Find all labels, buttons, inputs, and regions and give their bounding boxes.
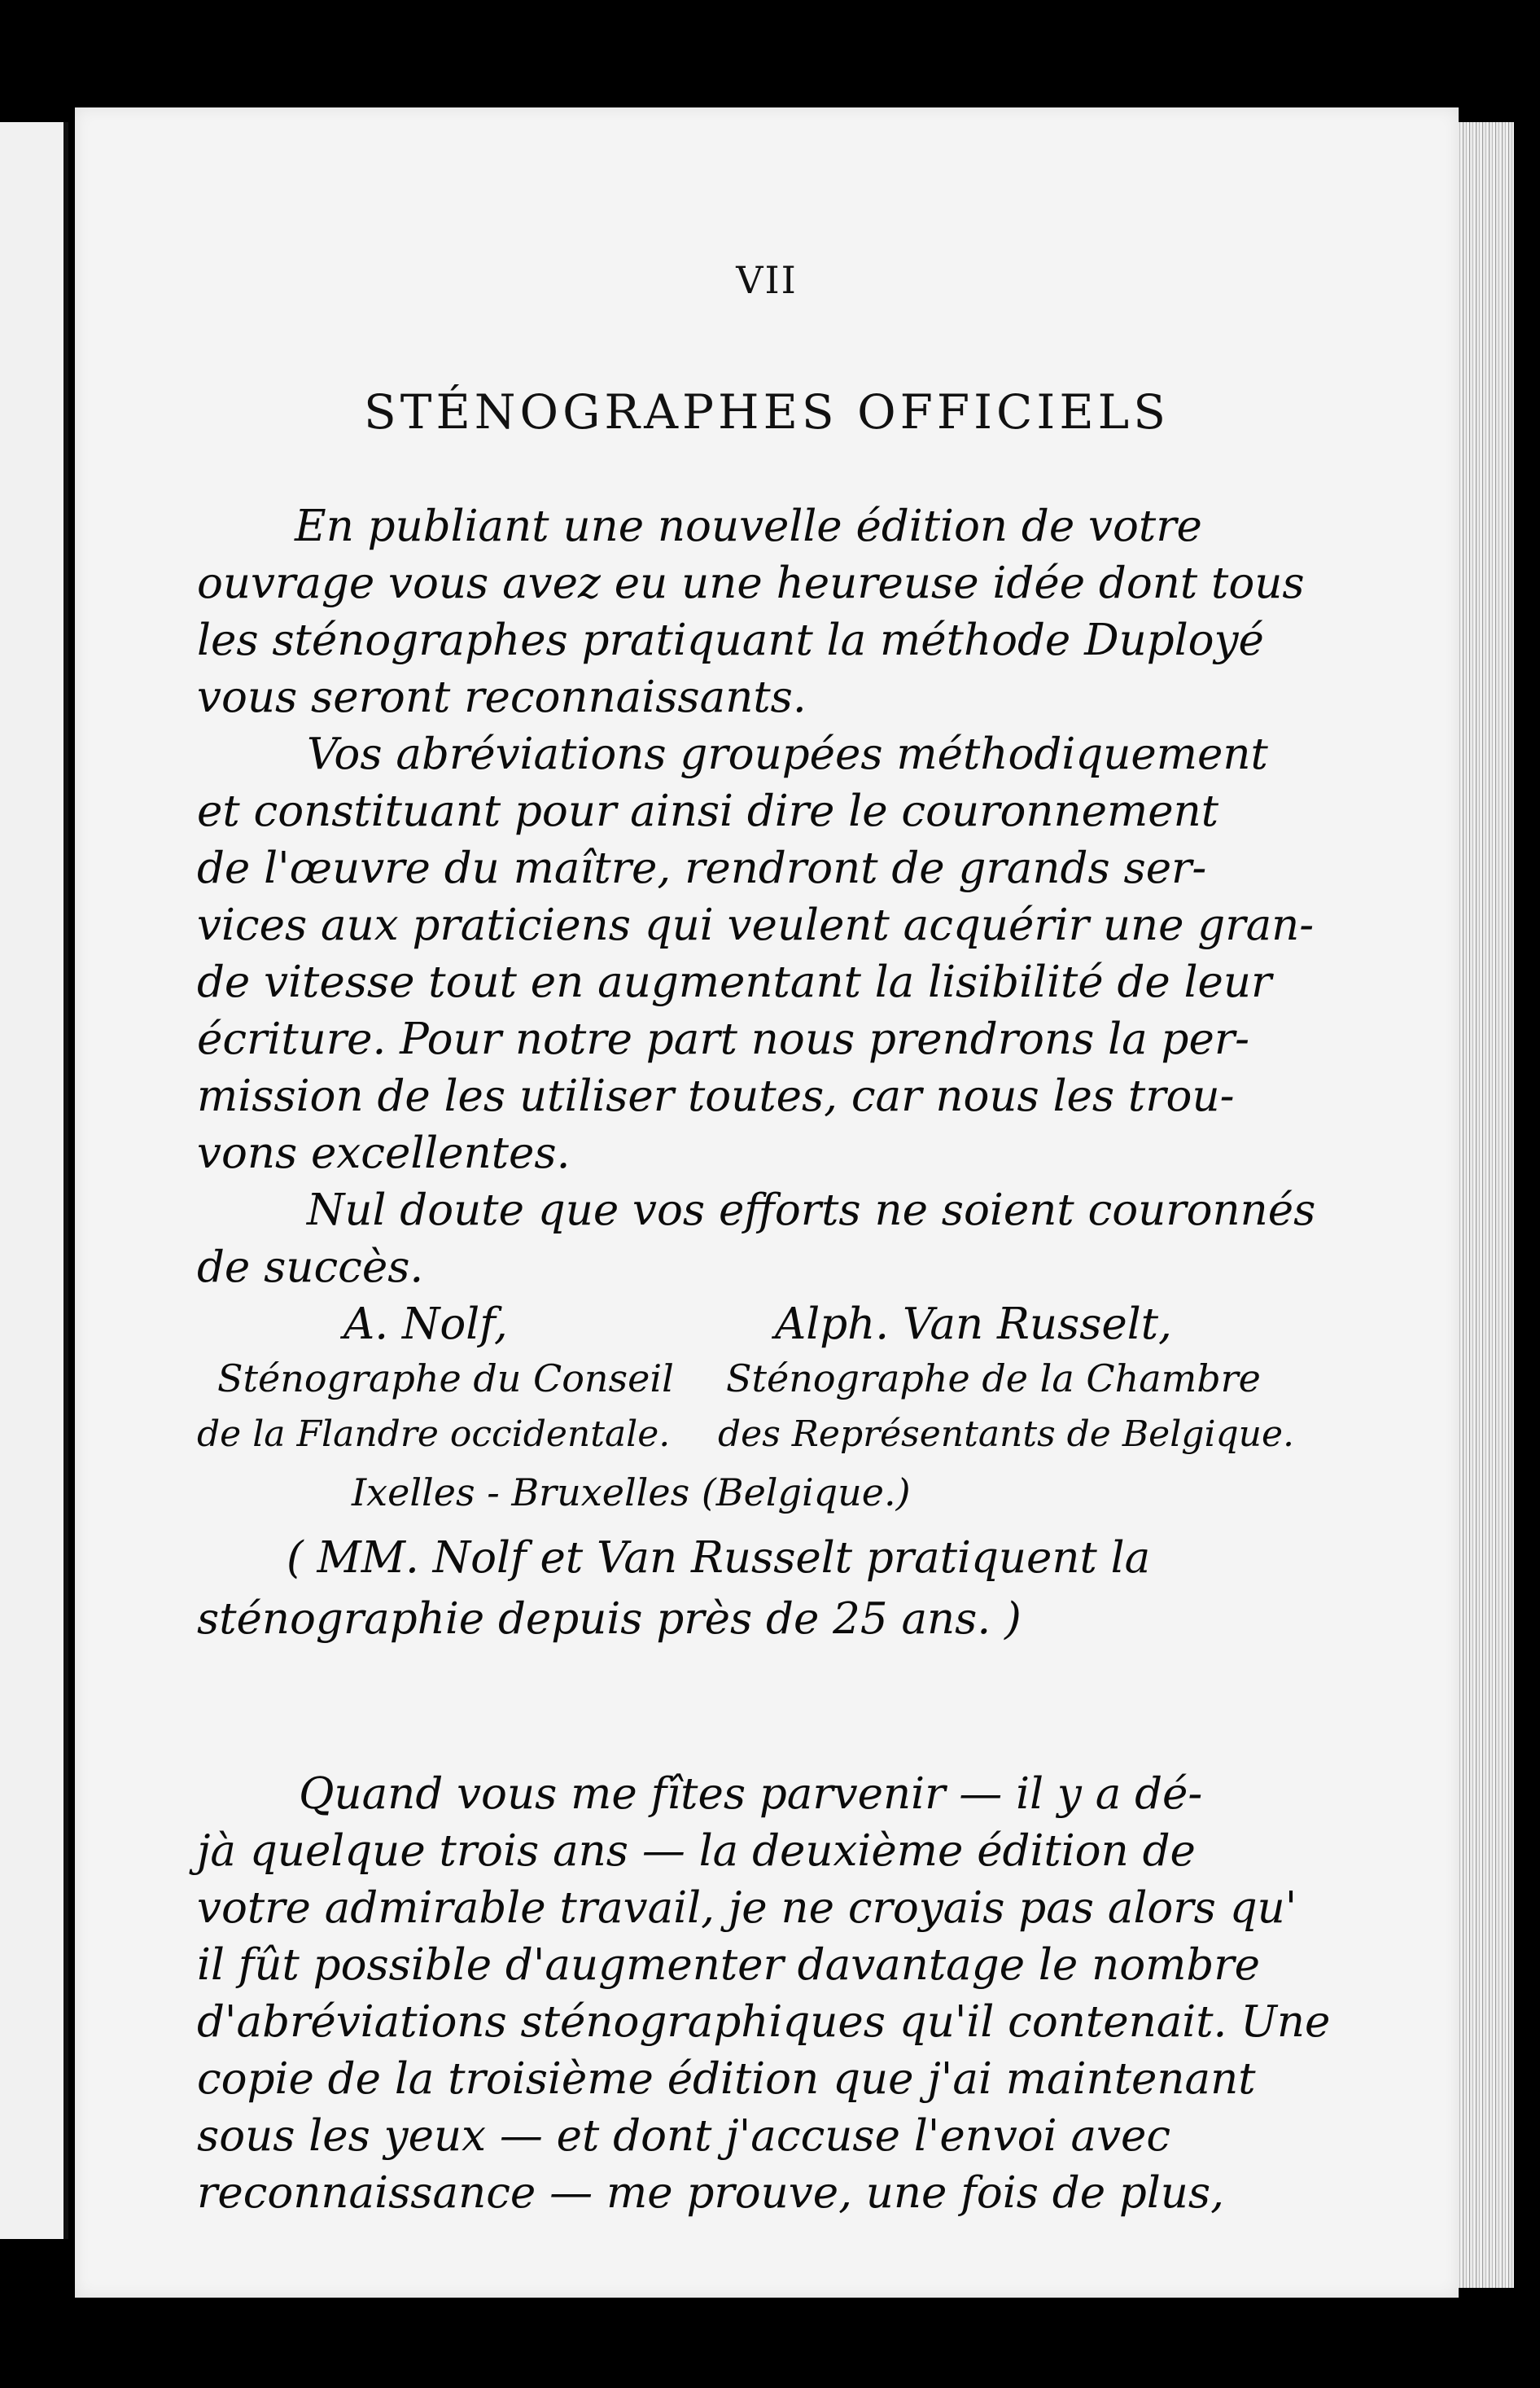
letter-2-line: reconnaissance — me prouve, une fois de plus, [197,2168,1224,2218]
letter-1-line: vons excellentes. [197,1128,571,1178]
letter-1-line: En publiant une nouvelle édition de votre [295,502,1202,551]
signatory-title: des Représentants de Belgique. [718,1413,1295,1455]
letter-1-line: vous seront reconnaissants. [197,673,807,722]
letter-1-line: Nul doute que vos efforts ne soient couronnés [307,1185,1316,1235]
letter-1-note-line: sténographie depuis près de 25 ans. ) [197,1594,1022,1644]
section-heading: STÉNOGRAPHES OFFICIELS [364,384,1170,440]
letter-1-line: ouvrage vous avez eu une heureuse idée dont tous [197,559,1305,608]
letter-1-note-line: ( MM. Nolf et Van Russelt pratiquent la [287,1533,1151,1583]
letter-1-line: les sténographes pratiquant la méthode Duployé [197,616,1264,665]
letter-1-line: écriture. Pour notre part nous prendrons la per- [197,1014,1250,1064]
facing-page-edge [0,122,68,2239]
letter-1-line: vices aux praticiens qui veulent acquérir une gran- [197,900,1315,950]
book-page [75,107,1459,2298]
letter-1-line: mission de les utiliser toutes, car nous les trou- [197,1071,1235,1121]
letter-2-line: Quand vous me fîtes parvenir — il y a dé- [299,1769,1203,1819]
page-number: VII [736,258,798,302]
letter-1-line: de vitesse tout en augmentant la lisibilité de leur [197,957,1272,1007]
signatory-name: A. Nolf, [343,1299,508,1349]
letter-2-line: copie de la troisième édition que j'ai maintenant [197,2054,1256,2104]
signatory-title: Sténographe du Conseil [217,1356,674,1400]
letter-1-line: de l'œuvre du maître, rendront de grands ser- [197,843,1207,893]
signatory-title: de la Flandre occidentale. [197,1413,671,1455]
letter-1-line: de succès. [197,1242,424,1292]
letter-1-line: et constituant pour ainsi dire le couronnement [197,787,1219,836]
signature-place: Ixelles - Bruxelles (Belgique.) [352,1470,911,1514]
signatory-name: Alph. Van Russelt, [775,1299,1172,1349]
signatory-title: Sténographe de la Chambre [726,1356,1261,1400]
page-fore-edge [1457,122,1514,2288]
letter-1-line: Vos abréviations groupées méthodiquement [307,730,1268,779]
letter-2-line: jà quelque trois ans — la deuxième édition de [197,1826,1196,1876]
letter-2-line: sous les yeux — et dont j'accuse l'envoi avec [197,2111,1171,2161]
letter-2-line: votre admirable travail, je ne croyais pas alors qu' [197,1883,1297,1933]
letter-2-line: d'abréviations sténographiques qu'il contenait. Une [197,1997,1331,2047]
letter-2-line: il fût possible d'augmenter davantage le nombre [197,1940,1261,1990]
